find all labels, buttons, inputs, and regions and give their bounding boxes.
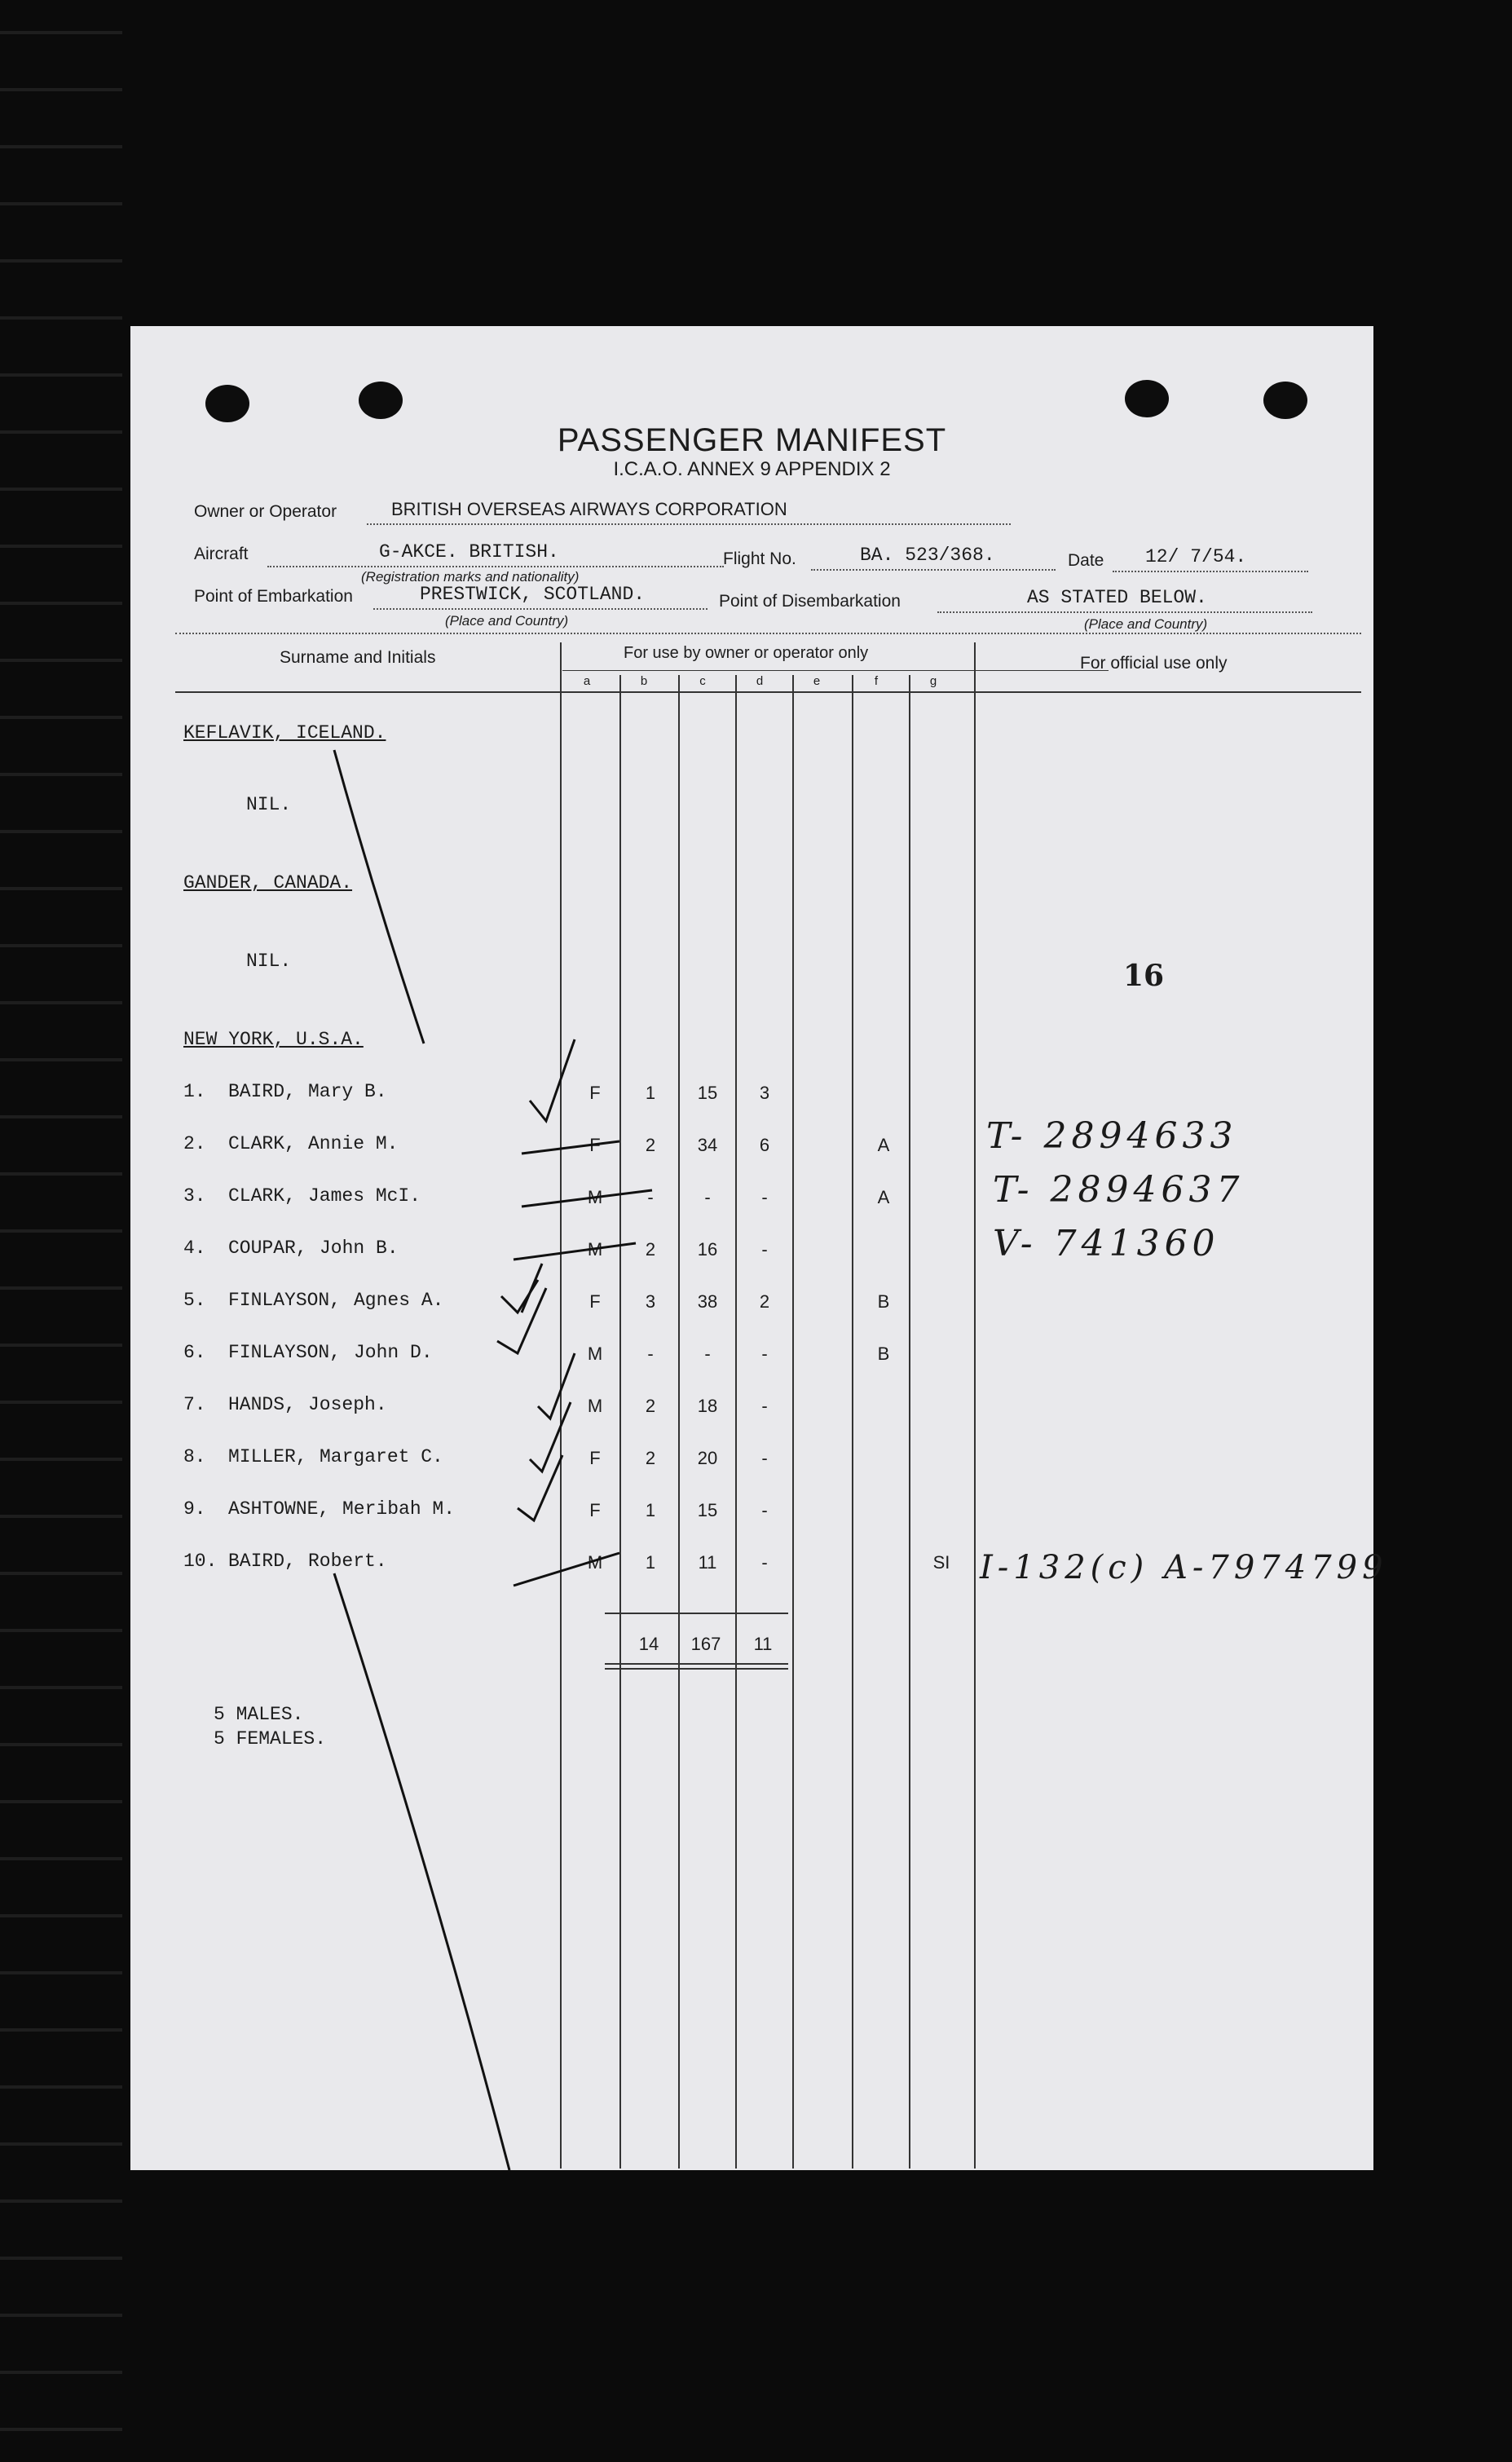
passenger-col-c: 16 (697, 1239, 718, 1260)
passenger-col-b: 2 (645, 1448, 656, 1468)
passenger-col-b: 3 (645, 1291, 656, 1312)
passenger-given-names: John D. (354, 1342, 433, 1363)
passenger-col-c: 11 (698, 1552, 717, 1573)
manifest-sheet (130, 326, 1388, 2170)
passenger-number: 9. (183, 1498, 206, 1520)
handwritten-number-1: T- 2894633 (986, 1115, 1238, 1157)
passenger-col-d: - (761, 1239, 768, 1260)
handwritten-number-3: V- 741360 (993, 1223, 1220, 1264)
disembarkation-note: (Place and Country) (1084, 616, 1208, 632)
passenger-surname: ASHTOWNE, (228, 1498, 330, 1520)
passenger-given-names: Agnes A. (354, 1290, 444, 1311)
passenger-col-c: 38 (697, 1291, 718, 1312)
passenger-number: 10. (183, 1551, 218, 1572)
handwritten-number-4: I-132(c) A-7974799 (980, 1549, 1388, 1586)
disembarkation-label: Point of Disembarkation (719, 592, 901, 611)
passenger-given-names: Margaret C. (320, 1446, 443, 1467)
passenger-col-d: - (761, 1344, 768, 1364)
passenger-col-d: - (761, 1396, 768, 1416)
sub-column-c: c (699, 674, 706, 688)
section-keflavik: KEFLAVIK, ICELAND. (183, 722, 386, 743)
section-keflavik-note: NIL. (246, 794, 292, 815)
passenger-surname: CLARK, (228, 1185, 296, 1207)
passenger-col-d: 2 (759, 1291, 770, 1312)
passenger-given-names: Mary B. (308, 1081, 387, 1102)
passenger-surname: CLARK, (228, 1133, 296, 1154)
owner-label: Owner or Operator (194, 502, 337, 521)
passenger-given-names: Robert. (308, 1551, 387, 1572)
aircraft-value: G-AKCE. BRITISH. (379, 541, 559, 563)
passenger-number: 2. (183, 1133, 206, 1154)
passenger-surname: HANDS, (228, 1394, 296, 1415)
passenger-col-a: F (589, 1135, 601, 1155)
passenger-col-d: - (761, 1500, 768, 1520)
pen-marks (130, 326, 1373, 2170)
passenger-col-c: - (704, 1187, 711, 1207)
section-gander-note: NIL. (246, 951, 292, 972)
passenger-surname: COUPAR, (228, 1238, 307, 1259)
passenger-col-b: 2 (645, 1135, 656, 1155)
passenger-col-d: - (761, 1448, 768, 1468)
passenger-col-c: 34 (697, 1135, 718, 1155)
passenger-col-a: M (587, 1187, 603, 1207)
passenger-col-b: 1 (645, 1500, 656, 1520)
passenger-col-g: SI (932, 1552, 950, 1573)
total-d: 11 (753, 1634, 773, 1654)
handwritten-number-2: T- 2894637 (993, 1169, 1245, 1211)
passenger-number: 6. (183, 1342, 206, 1363)
passenger-col-a: M (587, 1552, 603, 1573)
owner-use-header: For use by owner or operator only (624, 644, 869, 662)
passenger-col-f: A (877, 1135, 890, 1155)
passenger-col-b: - (647, 1187, 654, 1207)
passenger-col-f: B (877, 1291, 890, 1312)
section-gander: GANDER, CANADA. (183, 872, 353, 893)
passenger-col-b: 2 (645, 1239, 656, 1260)
passenger-col-a: M (587, 1344, 603, 1364)
sub-column-e: e (813, 674, 821, 688)
flight-label: Flight No. (723, 549, 796, 568)
passenger-col-c: 18 (697, 1396, 718, 1416)
sub-column-f: f (874, 674, 879, 688)
passenger-col-a: F (589, 1083, 601, 1103)
passenger-col-a: M (587, 1239, 603, 1260)
passenger-col-d: 3 (759, 1083, 770, 1103)
passenger-col-c: 15 (697, 1500, 718, 1520)
passenger-col-a: F (589, 1500, 601, 1520)
section-new-york: NEW YORK, U.S.A. (183, 1029, 364, 1050)
passenger-col-b: 2 (645, 1396, 656, 1416)
passenger-col-b: 1 (645, 1552, 656, 1573)
passenger-given-names: James McI. (308, 1185, 421, 1207)
official-use-header: For official use only (1080, 654, 1228, 673)
passenger-given-names: John B. (320, 1238, 399, 1259)
passenger-given-names: Meribah M. (342, 1498, 456, 1520)
owner-value: BRITISH OVERSEAS AIRWAYS CORPORATION (391, 499, 787, 519)
passenger-col-b: - (647, 1344, 654, 1364)
surname-column-header: Surname and Initials (280, 648, 436, 667)
passenger-number: 3. (183, 1185, 206, 1207)
passenger-col-d: - (761, 1187, 768, 1207)
date-label: Date (1068, 551, 1104, 570)
passenger-col-c: 15 (697, 1083, 718, 1103)
embarkation-label: Point of Embarkation (194, 587, 353, 606)
passenger-col-d: 6 (759, 1135, 770, 1155)
passenger-surname: BAIRD, (228, 1551, 296, 1572)
passenger-number: 1. (183, 1081, 206, 1102)
sub-column-g: g (929, 674, 937, 688)
passenger-col-d: - (761, 1552, 768, 1573)
passenger-col-a: M (587, 1396, 603, 1416)
total-c: 167 (690, 1634, 721, 1654)
passenger-col-a: F (589, 1448, 601, 1468)
disembarkation-value: AS STATED BELOW. (1027, 587, 1207, 608)
page-subtitle: I.C.A.O. ANNEX 9 APPENDIX 2 (613, 458, 891, 480)
total-b: 14 (638, 1634, 659, 1654)
summary-males: 5 MALES. (214, 1704, 304, 1725)
summary-females: 5 FEMALES. (214, 1728, 327, 1749)
passenger-col-f: B (877, 1344, 890, 1364)
passenger-number: 7. (183, 1394, 206, 1415)
aircraft-label: Aircraft (194, 545, 249, 563)
passenger-col-c: 20 (697, 1448, 718, 1468)
passenger-number: 5. (183, 1290, 206, 1311)
flight-value: BA. 523/368. (860, 545, 995, 566)
passenger-surname: FINLAYSON, (228, 1342, 342, 1363)
sub-column-b: b (640, 674, 648, 688)
passenger-surname: BAIRD, (228, 1081, 296, 1102)
passenger-number: 8. (183, 1446, 206, 1467)
passenger-given-names: Annie M. (308, 1133, 399, 1154)
passenger-surname: MILLER, (228, 1446, 307, 1467)
embarkation-value: PRESTWICK, SCOTLAND. (420, 584, 646, 605)
passenger-col-b: 1 (645, 1083, 656, 1103)
passenger-col-f: A (877, 1187, 890, 1207)
passenger-number: 4. (183, 1238, 206, 1259)
film-edge (0, 0, 122, 2462)
page-title: PASSENGER MANIFEST (557, 422, 947, 458)
passenger-surname: FINLAYSON, (228, 1290, 342, 1311)
sub-column-a: a (583, 674, 591, 688)
sub-column-d: d (756, 674, 764, 688)
passenger-col-a: F (589, 1291, 601, 1312)
embarkation-note: (Place and Country) (445, 613, 569, 629)
date-value: 12/ 7/54. (1145, 546, 1247, 567)
aircraft-note: (Registration marks and nationality) (361, 569, 580, 585)
passenger-col-c: - (704, 1344, 711, 1364)
passenger-given-names: Joseph. (308, 1394, 387, 1415)
official-number: 16 (1123, 959, 1165, 993)
